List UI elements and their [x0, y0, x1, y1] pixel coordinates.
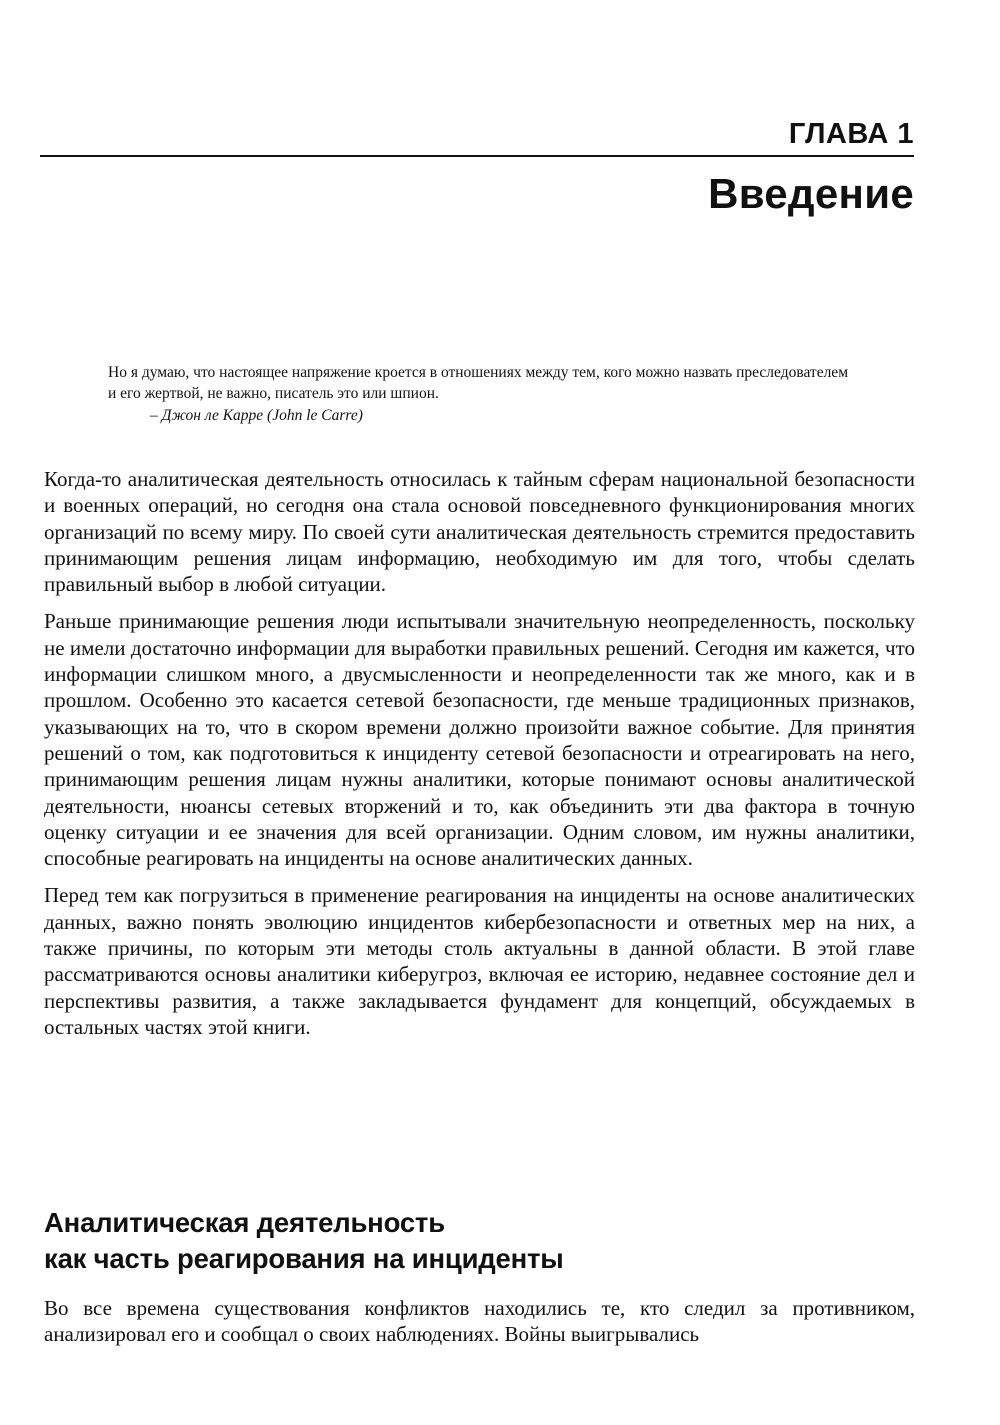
chapter-label: ГЛАВА 1 [788, 118, 914, 150]
epigraph-author: – Джон ле Карре (John le Carre) [150, 407, 363, 424]
paragraph: Когда-то аналитическая деятельность относилась к тайным сферам национальной безопасности и военных операций, но сегодня она стала основой повседневного функционирования многих организаций по всему миру. По своей сути аналитическая деятельность стремится предоставить принимающим решения лицам информацию, необходимую им для того, чтобы сделать правильный выбор в любой ситуации. [44, 467, 915, 597]
section-heading [44, 1205, 915, 1277]
paragraph: Во все времена существования конфликтов находились те, кто следил за противником, анализировал его и сообщал о своих наблюдениях. Войны выигрывались [44, 1296, 915, 1347]
chapter-divider [40, 155, 914, 157]
chapter-title: Введение [708, 170, 914, 217]
section-body [44, 1295, 915, 1359]
section-heading-line: Аналитическая деятельность [44, 1207, 445, 1238]
paragraph: Перед тем как погрузиться в применение реагирования на инциденты на основе аналитических данных, важно понять эволюцию инцидентов кибербезопасности и ответных мер на них, а также причины, по которым эти методы столь актуальны в данной области. В этой главе рассматриваются основы аналитики киберугроз, включая ее историю, недавнее состояние дел и перспективы развития, а также закладывается фундамент для концепций, обсуждаемых в остальных частях этой книги. [44, 883, 915, 1039]
epigraph [108, 362, 848, 426]
paragraph: Раньше принимающие решения люди испытывали значительную неопределенность, поскольку не имели достаточно информации для выработки правильных решений. Сегодня им кажется, что информации слишком много, а двусмысленности и неопределенности так же много, как и в прошлом. Особенно это касается сетевой безопасности, где меньше традиционных признаков, указывающих на то, что в скором времени должно произойти важное событие. Для принятия решений о том, как подготовиться к инциденту сетевой безопасности и отреагировать на него, принимающим решения лицам нужны аналитики, которые понимают основы аналитической деятельности, нюансы сетевых вторжений и то, как объединить эти два фактора в точную оценку ситуации и ее значения для всей организации. Одним словом, им нужны аналитики, способные реагировать на инциденты на основе аналитических данных. [44, 609, 915, 871]
epigraph-quote: Но я думаю, что настоящее напряжение кроется в отношениях между тем, кого можно назвать преследователем и его жертвой, не важно, писатель это или шпион. [108, 364, 848, 402]
section-heading-line: как часть реагирования на инциденты [44, 1243, 564, 1274]
intro-body [44, 466, 915, 1051]
